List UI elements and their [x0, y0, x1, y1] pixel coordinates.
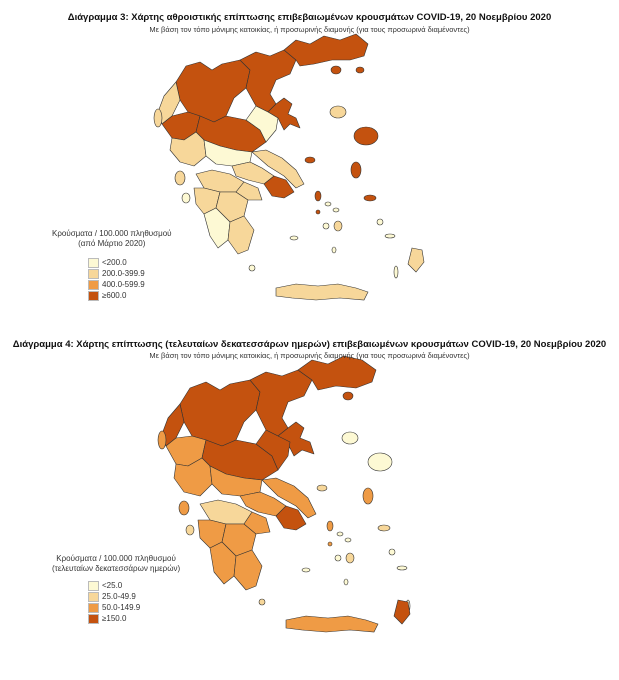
island-andros: [327, 521, 333, 531]
legend-swatch: [88, 603, 99, 613]
island-lesvos: [354, 127, 378, 145]
legend-item: [88, 290, 172, 301]
map-subtitle-14day: Με βάση τον τόπο μόνιμης κατοικίας, ή προσωρινής διαμονής (για τους προσωρινά διαμένοντες): [149, 351, 470, 360]
island-samos: [378, 525, 390, 531]
legend-item: [88, 602, 180, 613]
region-central-macedonia: [250, 370, 312, 436]
legend-item: [88, 580, 180, 591]
legend-cumulative: [52, 229, 172, 301]
legend-item: [88, 613, 180, 624]
island-lemnos: [330, 106, 346, 118]
island-zakynthos: [182, 193, 190, 203]
island-zakynthos: [186, 525, 194, 535]
legend-swatch: [88, 291, 99, 301]
legend-item: [88, 257, 172, 268]
legend-swatch: [88, 258, 99, 268]
island-thasos: [343, 392, 353, 400]
legend-item: [88, 279, 172, 290]
island-thasos: [331, 66, 341, 74]
island-crete: [276, 284, 368, 300]
island-naxos: [346, 553, 354, 563]
island-santorini: [332, 247, 336, 253]
legend-label: 50.0-149.9: [102, 603, 141, 612]
map-title-14day: Διάγραμμα 4: Χάρτης επίπτωσης (τελευταίων δεκατεσσάρων ημερών) επιβεβαιωμένων κρουσμάτων COVID-19, 20 Νοεμβρίου 2020: [12, 339, 607, 350]
legend-label: ≥600.0: [102, 291, 127, 300]
island-skyros: [317, 485, 327, 491]
island-paros: [335, 555, 341, 561]
map-subtitle-cumulative: Με βάση τον τόπο μόνιμης κατοικίας, ή προσωρινής διαμονής (για τους προσωρινά διαμένοντες): [149, 25, 470, 34]
island-chios: [351, 162, 361, 178]
island-kefalonia: [179, 501, 189, 515]
island-tinos: [325, 202, 331, 206]
fourteen-day-incidence-panel: [0, 330, 619, 680]
legend-label: 400.0-599.9: [102, 280, 145, 289]
cumulative-incidence-panel: [0, 0, 619, 330]
legend-label: <25.0: [102, 581, 123, 590]
legend-swatch: [88, 269, 99, 279]
island-naxos: [334, 221, 342, 231]
island-andros: [315, 191, 321, 201]
island-milos: [302, 568, 310, 572]
island-kefalonia: [175, 171, 185, 185]
legend-title-line2: (από Μάρτιο 2020): [78, 239, 146, 248]
island-mykonos: [333, 208, 339, 212]
island-kos: [397, 566, 407, 570]
island-corfu: [154, 109, 162, 127]
island-crete: [286, 616, 378, 632]
island-milos: [290, 236, 298, 240]
region-east-macedonia-thrace: [284, 34, 368, 66]
island-samos: [364, 195, 376, 201]
legend-swatch: [88, 581, 99, 591]
legend-title-line1: Κρούσματα / 100.000 πληθυσμού: [56, 554, 176, 563]
legend-item: [88, 268, 172, 279]
island-rhodes: [408, 248, 424, 272]
legend-swatch: [88, 614, 99, 624]
legend-swatch: [88, 280, 99, 290]
legend-item: [88, 591, 180, 602]
island-kalymnos: [389, 549, 395, 555]
legend-title-line2: (τελευταίων δεκατεσσάρων ημερών): [52, 564, 181, 573]
island-tinos: [337, 532, 343, 536]
island-rhodes: [394, 600, 410, 624]
legend-14day: [52, 554, 180, 624]
island-chios: [363, 488, 373, 504]
legend-label: 25.0-49.9: [102, 592, 136, 601]
island-mykonos: [345, 538, 351, 542]
island-skyros: [305, 157, 315, 163]
region-laconia: [234, 550, 262, 590]
greece-choropleth-map-14day: [0, 330, 619, 680]
island-paros: [323, 223, 329, 229]
island-samothraki: [356, 67, 364, 73]
island-corfu: [158, 431, 166, 449]
legend-title-line1: Κρούσματα / 100.000 πληθυσμού: [52, 229, 172, 238]
island-kythira: [249, 265, 255, 271]
island-lesvos: [368, 453, 392, 471]
island-santorini: [344, 579, 348, 585]
island-kythira: [259, 599, 265, 605]
island-karpathos: [394, 266, 398, 278]
island-syros: [316, 210, 320, 214]
island-syros: [328, 542, 332, 546]
legend-label: ≥150.0: [102, 614, 127, 623]
island-kalymnos: [377, 219, 383, 225]
legend-label: 200.0-399.9: [102, 269, 145, 278]
map-title-cumulative: Διάγραμμα 3: Χάρτης αθροιστικής επίπτωσης επιβεβαιωμένων κρουσμάτων COVID-19, 20 Νοεμβρίου 2020: [67, 12, 552, 23]
island-kos: [385, 234, 395, 238]
region-laconia: [228, 216, 254, 254]
legend-label: <200.0: [102, 258, 127, 267]
island-lemnos: [342, 432, 358, 444]
legend-swatch: [88, 592, 99, 602]
